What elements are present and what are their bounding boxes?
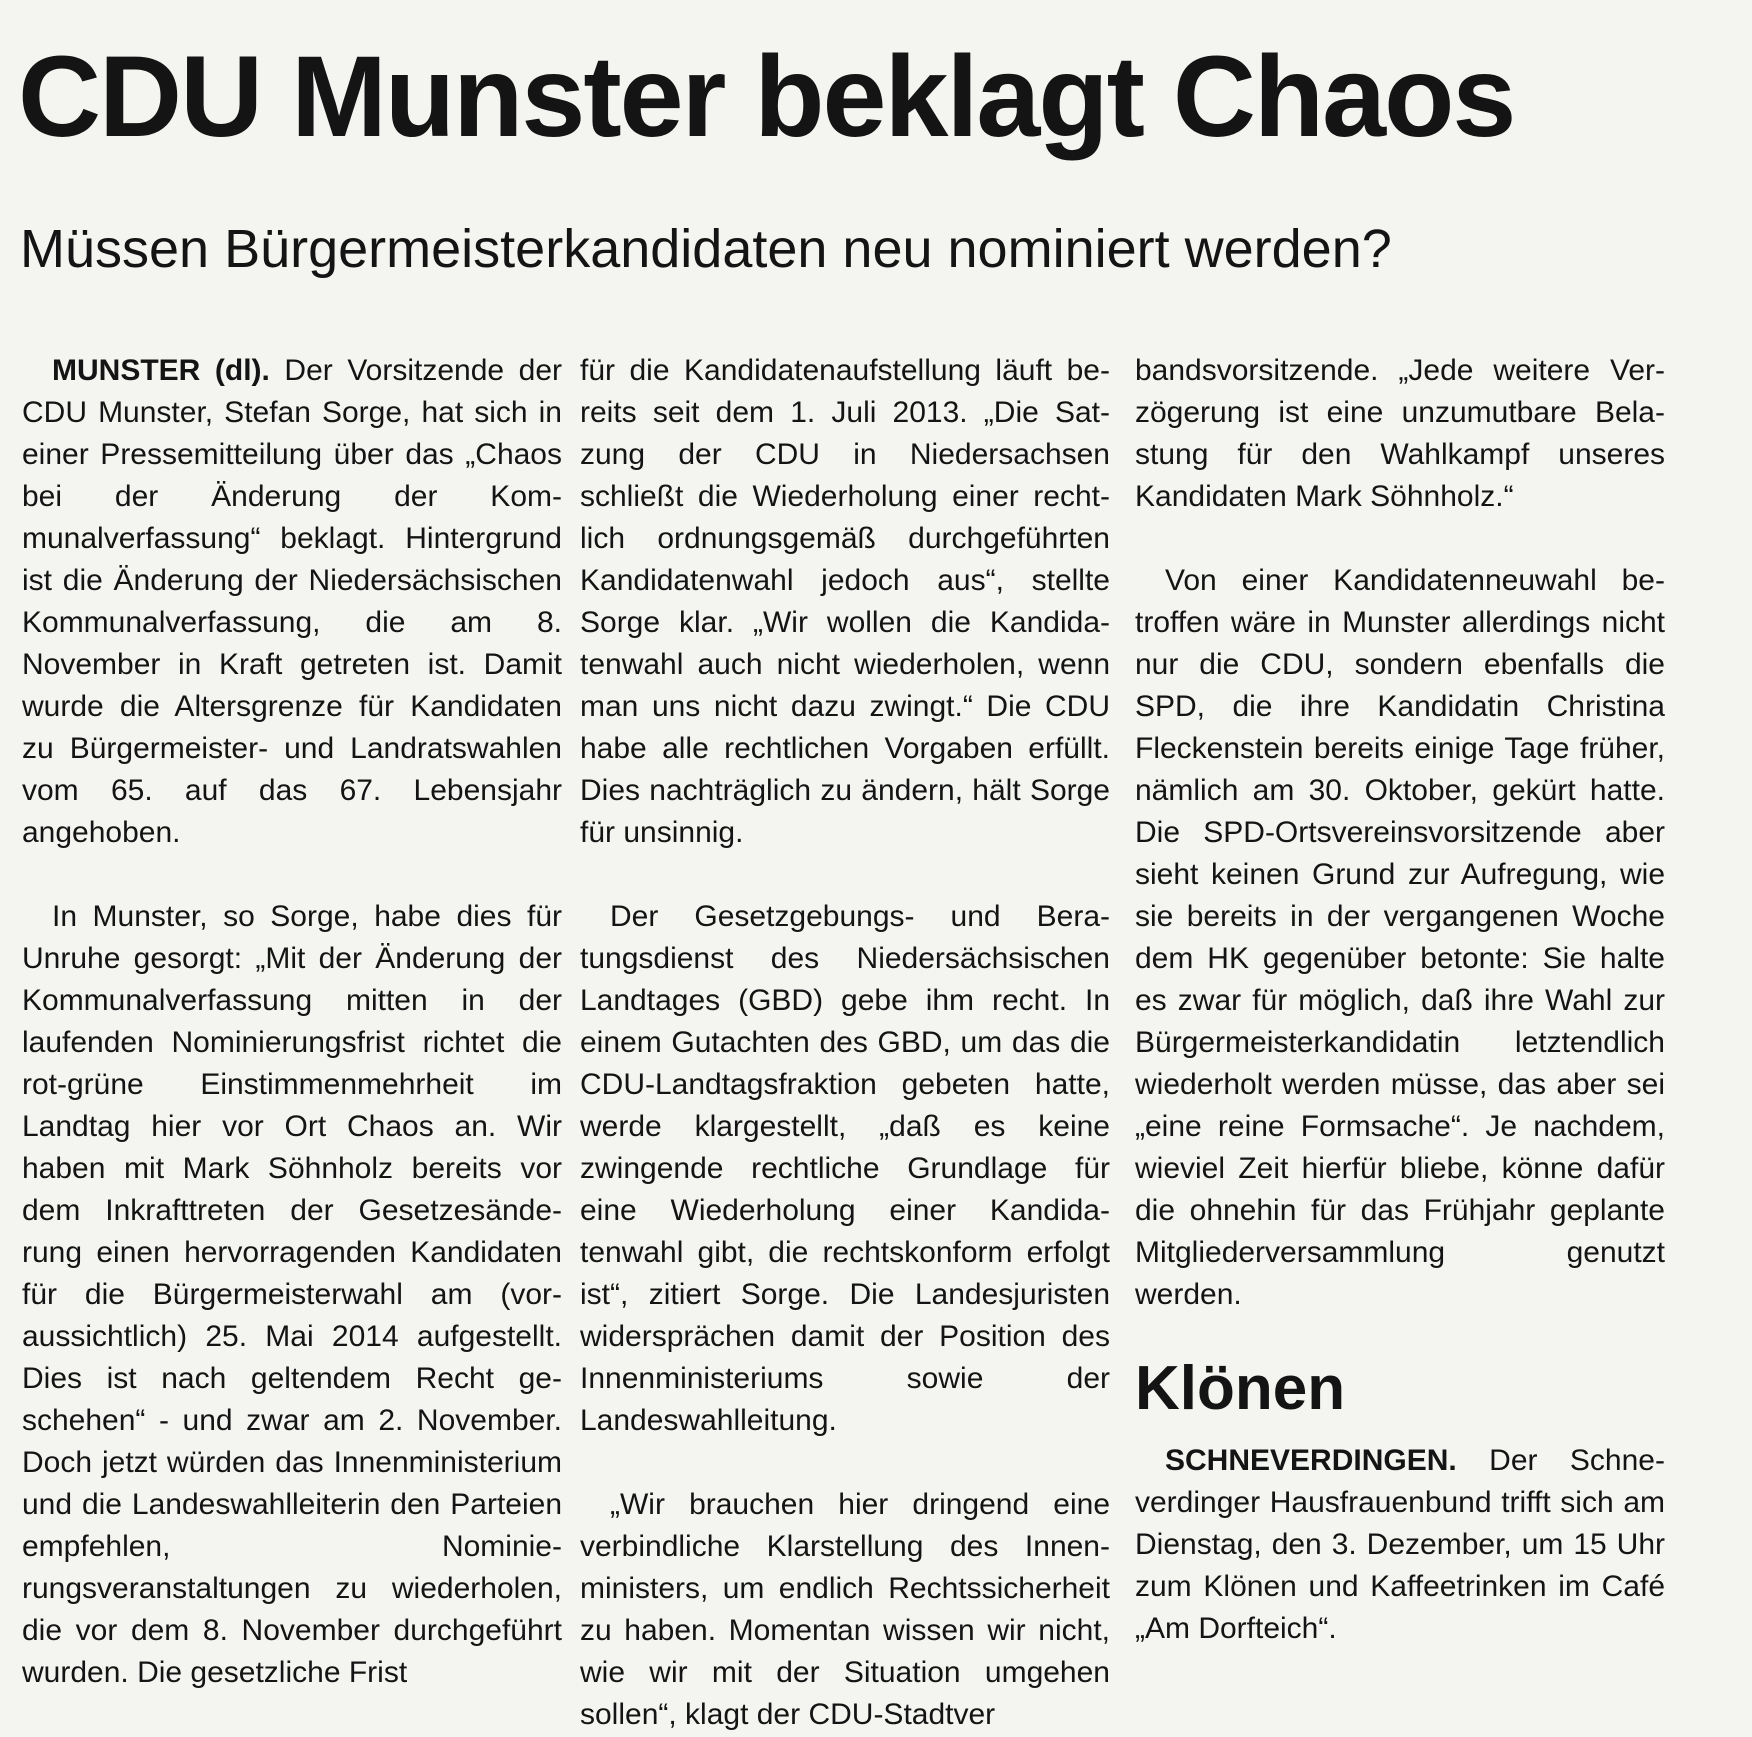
article-paragraph-7: Von einer Kandidatenneuwahl betroffen wäre in Munster allerdings nicht nur die CDU, sondern ebenfalls die SPD, die ihre Kandidatin Christina Fleckenstein bereits einige Tage früher, nämlich am 30. Oktober, gekürt hatte. Die SPD-Ortsvereinsvorsitzende aber sieht keinen Grund zur Aufregung, wie sie bereits in der vergangenen Woche dem HK gegenüber betonte: Sie halte es zwar für möglich, daß ihre Wahl zur Bürgermeisterkandidatin letztendlich wiederholt werden müsse, das aber sei „eine reine Formsache“. Je nachdem, wieviel Zeit hierfür bliebe, könne dafür die ohnehin für das Frühjahr geplante Mitgliederversammlung genutzt werden. (1135, 564, 1665, 1311)
article-paragraph-3: für die Kandidatenaufstellung läuft bereits seit dem 1. Juli 2013. „Die Satzung der CDU in Niedersachsen schließt die Wiederholung einer rechtlich ordnungsgemäß durchgeführten Kandidatenwahl jedoch aus“, stellte Sorge klar. „Wir wollen die Kandidatenwahl auch nicht wiederholen, wenn man uns nicht dazu zwingt.“ Die CDU habe alle rechtlichen Vorgaben erfüllt. Dies nachträglich zu ändern, hält Sorge für unsinnig. (580, 354, 1110, 849)
article-paragraph-4: Der Gesetzgebungs- und Beratungsdienst des Niedersächsischen Landtages (GBD) gebe ihm recht. In einem Gutachten des GBD, um das die CDU-Landtagsfraktion gebeten hatte, werde klargestellt, „daß es keine zwingende rechtliche Grundlage für eine Wiederholung einer Kandidatenwahl gibt, die rechtskonform erfolgt ist“, zitiert Sorge. Die Landesjuristen widersprächen damit der Position des Innenministeriums sowie der Landeswahlleitung. (580, 900, 1110, 1437)
article-column-2 (580, 350, 1110, 1736)
article-subheadline: Müssen Bürgermeisterkandidaten neu nominiert werden? (20, 219, 1392, 279)
article-paragraph-2: In Munster, so Sorge, habe dies für Unruhe gesorgt: „Mit der Änderung der Kommunalverfassung mitten in der laufenden Nominierungsfrist richtet die rot-grüne Einstimmenmehrheit im Landtag hier vor Ort Chaos an. Wir haben mit Mark Söhnholz bereits vor dem Inkrafttreten der Gesetzesänderung einen hervorragenden Kandidaten für die Bürgermeisterwahl am (voraussichtlich) 25. Mai 2014 aufgestellt. Dies ist nach geltendem Recht geschehen“ - und zwar am 2. November. Doch jetzt würden das Innenministerium und die Landeswahlleiterin den Parteien empfehlen, Nominierungsveranstaltungen zu wiederholen, die vor dem 8. November durchgeführt wurden. Die gesetzliche Frist (22, 900, 562, 1689)
article-paragraph-6: bandsvorsitzende. „Jede weitere Verzögerung ist eine unzumutbare Belastung für den Wahlkampf unseres Kandidaten Mark Söhnholz.“ (1135, 354, 1665, 513)
article-paragraph-5: „Wir brauchen hier dringend eine verbindliche Klarstellung des Innenministers, um endlich Rechtssicherheit zu haben. Momentan wissen wir nicht, wie wir mit der Situation umgehen sollen“, klagt der CDU-Stadtver (580, 1488, 1110, 1731)
article-column-3 (1135, 350, 1665, 1650)
brief-headline: Klönen (1135, 1354, 1346, 1423)
brief-text: Der Schneverdinger Hausfrauenbund trifft sich am Dienstag, den 3. Dezember, um 15 Uhr zum Klönen und Kaffeetrinken im Café „Am Dorfteich“. (1135, 1444, 1665, 1645)
article-dateline: MUNSTER (dl). (52, 354, 270, 387)
brief-dateline: SCHNEVERDINGEN. (1165, 1444, 1457, 1477)
article-column-1 (22, 350, 562, 1694)
article-paragraph-1-text: Der Vorsitzende der CDU Munster, Stefan Sorge, hat sich in einer Pressemitteilung über das „Chaos bei der Änderung der Kommunalverfassung“ beklagt. Hintergrund ist die Änderung der Niedersächsischen Kommunalverfassung, die am 8. November in Kraft getreten ist. Damit wurde die Altersgrenze für Kandidaten zu Bürgermeister- und Landratswahlen vom 65. auf das 67. Lebensjahr angehoben. (22, 354, 562, 849)
article-headline: CDU Munster beklagt Chaos (18, 33, 1515, 161)
brief-paragraph (1135, 1440, 1665, 1650)
article-paragraph-1 (22, 350, 562, 854)
